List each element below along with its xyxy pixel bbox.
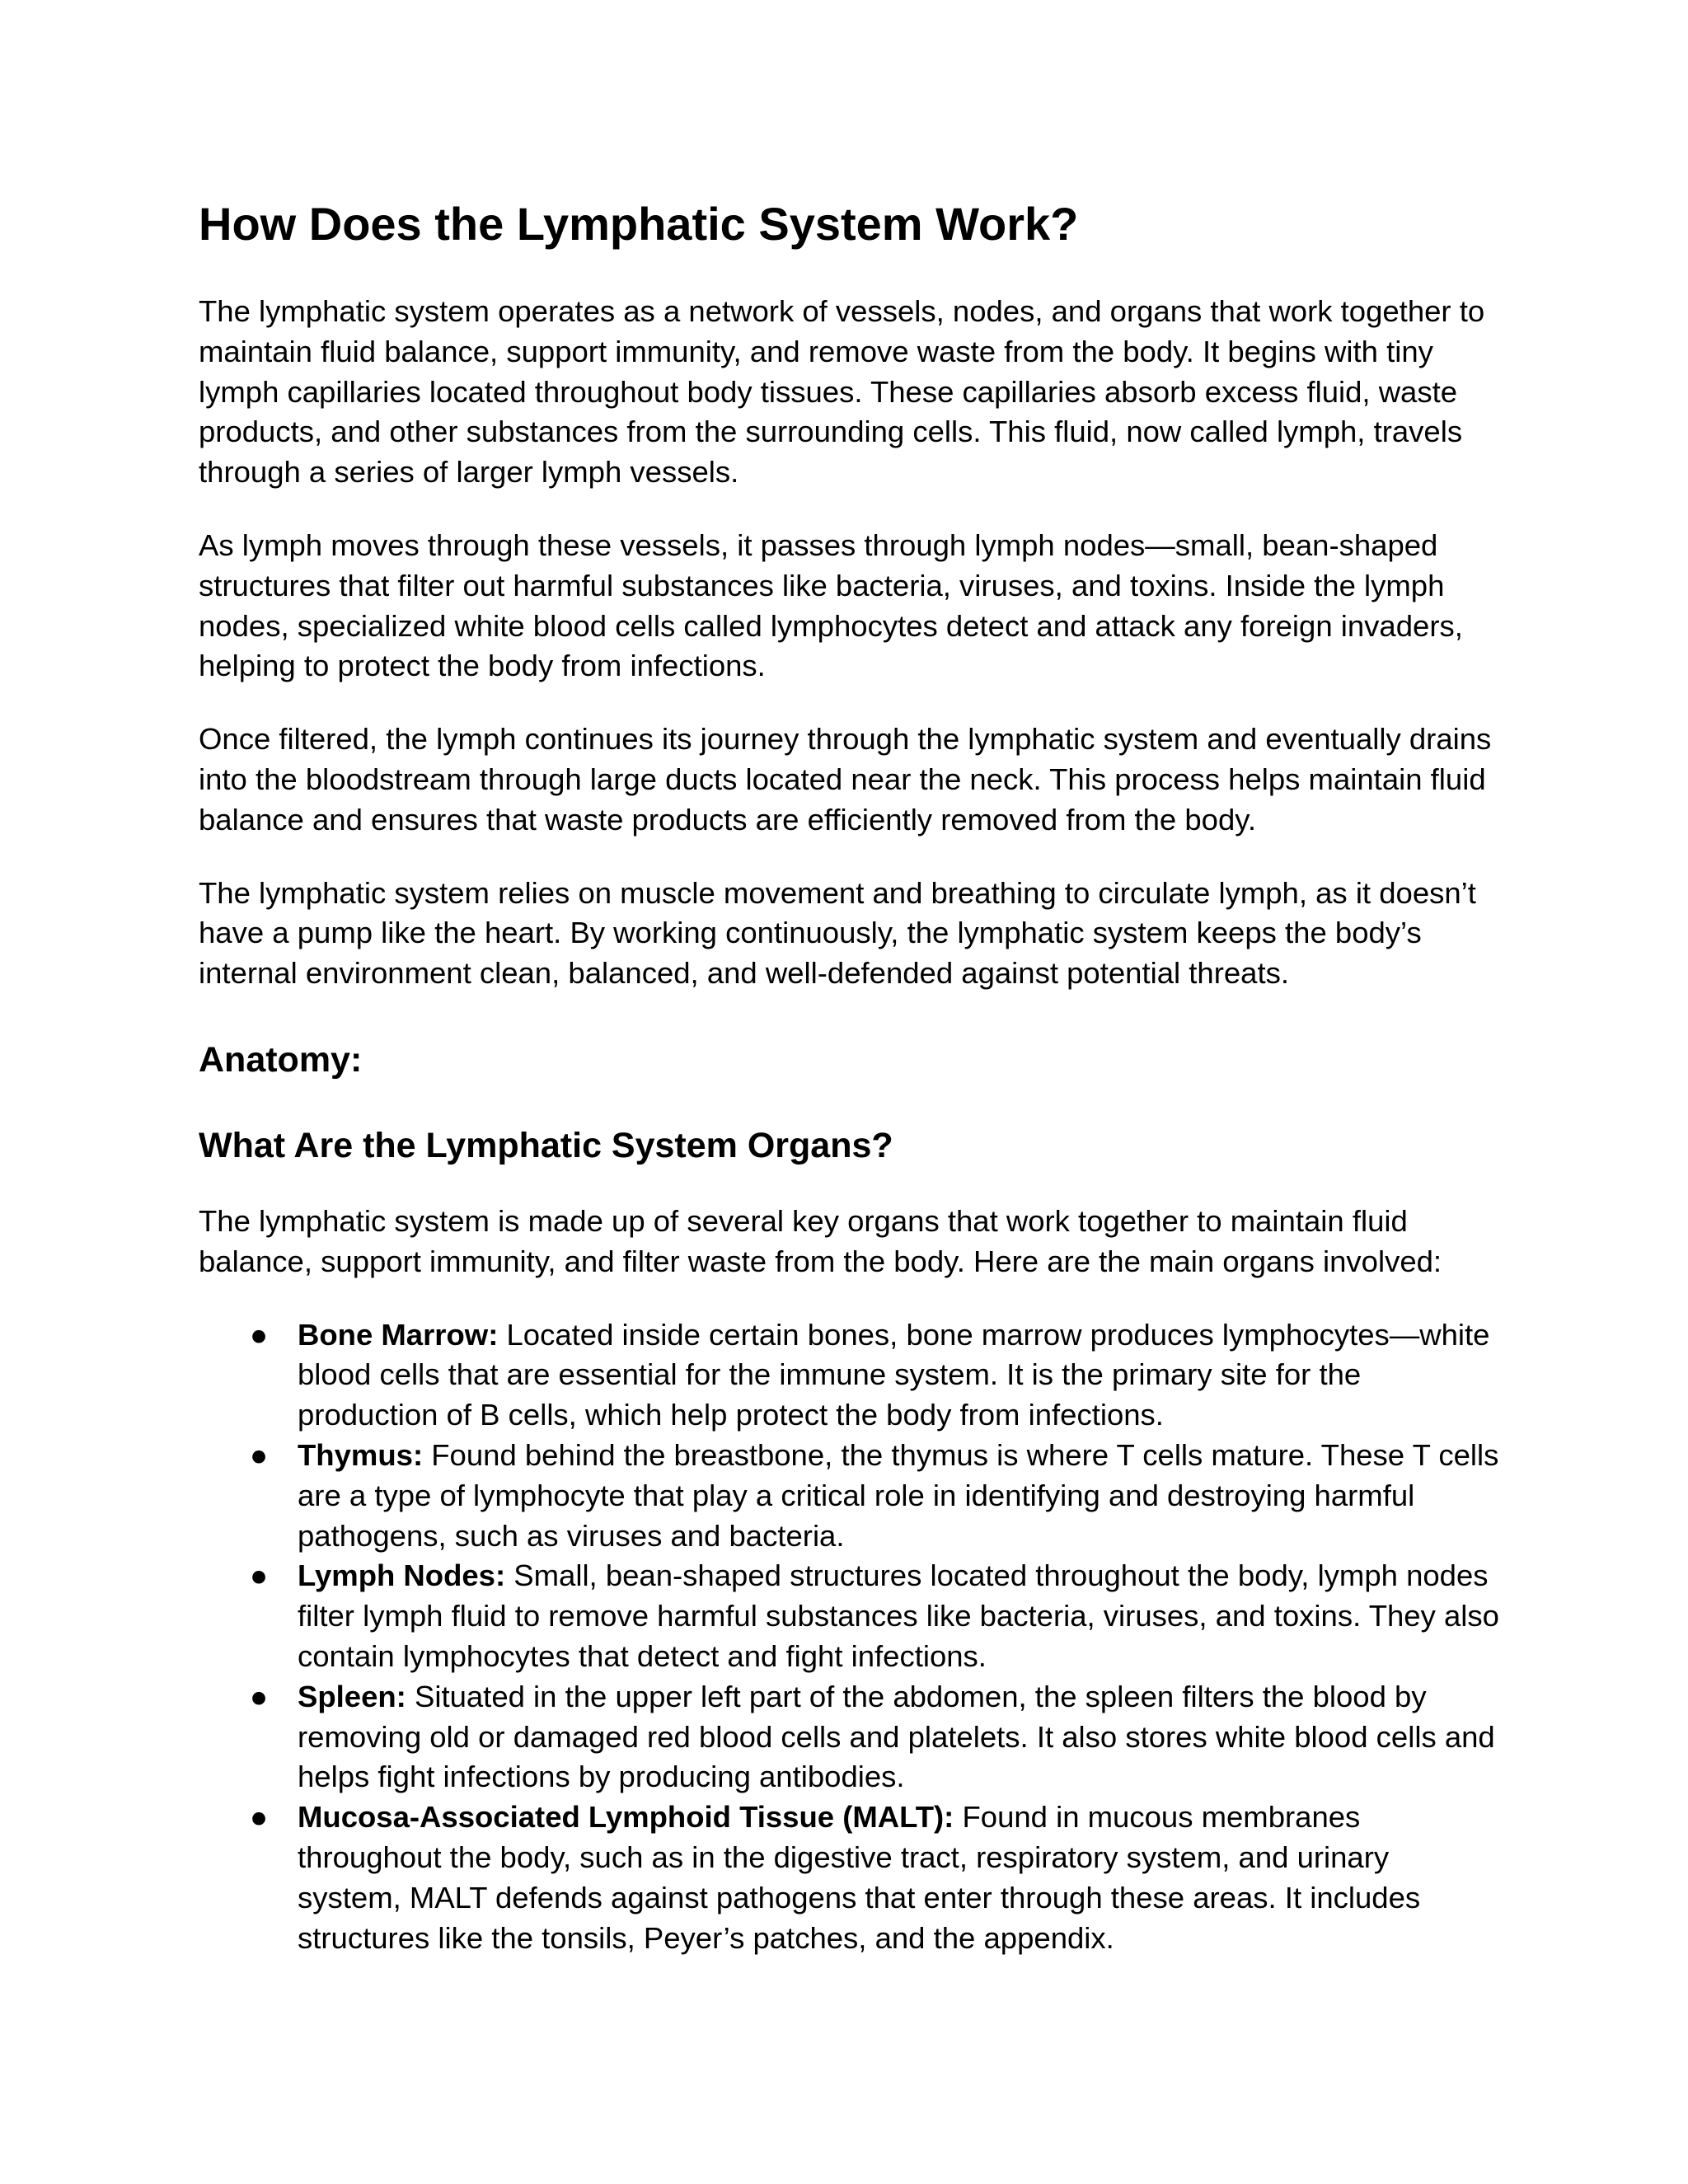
list-item-lymph-nodes — [199, 1556, 1501, 1676]
organ-description: Located inside certain bones, bone marrow produces lymphocytes—white blood cells that are essential for the immune system. It is the primary site for the production of B cells, which help protect the body from infections. — [298, 1317, 1490, 1432]
list-item-bone-marrow — [199, 1315, 1501, 1436]
organ-term: Mucosa-Associated Lymphoid Tissue (MALT): — [298, 1800, 954, 1835]
organ-term: Lymph Nodes: — [298, 1558, 506, 1593]
bullet-icon: ● — [250, 1317, 269, 1352]
organ-description: Small, bean-shaped structures located throughout the body, lymph nodes filter lymph fluid to remove harmful substances like bacteria, viruses, and toxins. They also contain lymphocytes that detect and fight infections. — [298, 1558, 1499, 1673]
page-title: How Does the Lymphatic System Work? — [199, 198, 1079, 250]
bullet-icon: ● — [250, 1558, 269, 1593]
paragraph-overview: The lymphatic system operates as a network of vessels, nodes, and organs that work together to maintain fluid balance, support immunity, and remove waste from the body. It begins with tiny lymph capillaries located throughout body tissues. These capillaries absorb excess fluid, waste products, and other substances from the surrounding cells. This fluid, now called lymph, travels through a series of larger lymph vessels. — [199, 294, 1485, 490]
document-body — [199, 191, 1501, 1958]
section-heading-anatomy: Anatomy: — [199, 1039, 363, 1080]
list-item-thymus — [199, 1436, 1501, 1556]
paragraph-drainage: Once filtered, the lymph continues its journey through the lymphatic system and eventually drains into the bloodstream through large ducts located near the neck. This process helps maintain fluid balance and ensures that waste products are efficiently removed from the body. — [199, 722, 1492, 837]
organ-description: Found behind the breastbone, the thymus is where T cells mature. These T cells are a type of lymphocyte that play a critical role in identifying and destroying harmful pathogens, such as viruses and bacteria. — [298, 1437, 1499, 1553]
list-item-spleen — [199, 1677, 1501, 1797]
bullet-icon: ● — [250, 1437, 269, 1472]
organ-description: Found in mucous membranes throughout the body, such as in the digestive tract, respiratory system, and urinary system, MALT defends against pathogens that enter through these areas. It includes structures like the tonsils, Peyer’s patches, and the appendix. — [298, 1800, 1421, 1955]
bullet-icon: ● — [250, 1800, 269, 1835]
organs-list — [199, 1315, 1501, 1959]
paragraph-lymph-nodes: As lymph moves through these vessels, it passes through lymph nodes—small, bean-shaped structures that filter out harmful substances like bacteria, viruses, and toxins. Inside the lymph nodes, specialized white blood cells called lymphocytes detect and attack any foreign invaders, helping to protect the body from infections. — [199, 527, 1463, 683]
organ-description: Situated in the upper left part of the abdomen, the spleen filters the blood by removing old or damaged red blood cells and platelets. It also stores white blood cells and helps fight infections by producing antibodies. — [298, 1679, 1495, 1794]
organ-term: Thymus: — [298, 1437, 424, 1472]
paragraph-circulation: The lymphatic system relies on muscle movement and breathing to circulate lymph, as it doesn’t have a pump like the heart. By working continuously, the lymphatic system keeps the body’s internal environment clean, balanced, and well-defended against potential threats. — [199, 875, 1476, 991]
section-heading-organs: What Are the Lymphatic System Organs? — [199, 1125, 893, 1165]
list-item-malt — [199, 1797, 1501, 1958]
organ-term: Spleen: — [298, 1679, 406, 1713]
bullet-icon: ● — [250, 1679, 269, 1713]
organ-term: Bone Marrow: — [298, 1317, 499, 1352]
paragraph-organs-intro: The lymphatic system is made up of several key organs that work together to maintain fluid balance, support immunity, and filter waste from the body. Here are the main organs involved: — [199, 1203, 1442, 1278]
